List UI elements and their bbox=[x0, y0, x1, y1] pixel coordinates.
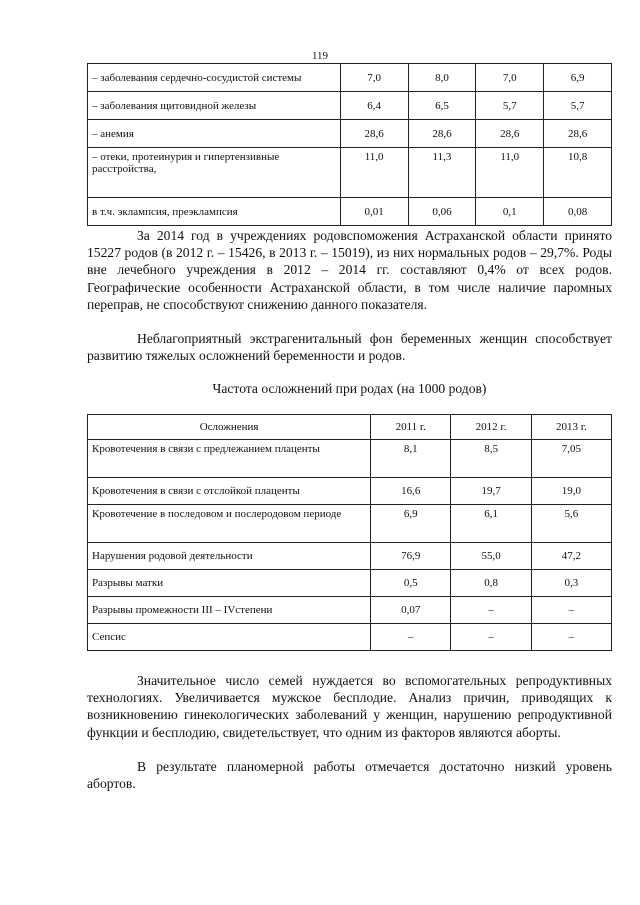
cell-value: 76,9 bbox=[371, 543, 451, 570]
cell-value: – bbox=[371, 624, 451, 651]
cell-value: 28,6 bbox=[476, 120, 544, 148]
cell-value: 19,0 bbox=[531, 478, 611, 505]
cell-value: 7,0 bbox=[340, 64, 408, 92]
cell-value: 5,7 bbox=[476, 92, 544, 120]
row-label: – анемия bbox=[88, 120, 341, 148]
row-label: – заболевания сердечно-сосудистой системы bbox=[88, 64, 341, 92]
paragraph-births bbox=[87, 227, 612, 313]
paragraph-text: Значительное число семей нуждается во вспомогательных репродуктивных технологиях. Увеличивается мужское бесплодие. Анализ причин, приводящих к возникновению гинекологических заболеваний у женщин, нарушению репродуктивной функции и бесплодию, свидетельствует, что одним из факторов являются аборты. bbox=[87, 673, 612, 740]
row-label: Кровотечения в связи с предлежанием плаценты bbox=[88, 440, 371, 478]
column-header: 2012 г. bbox=[451, 415, 531, 440]
row-label: Кровотечения в связи с отслойкой плаценты bbox=[88, 478, 371, 505]
cell-value: 55,0 bbox=[451, 543, 531, 570]
cell-value: 0,06 bbox=[408, 198, 476, 226]
row-label: Нарушения родовой деятельности bbox=[88, 543, 371, 570]
row-label: – отеки, протеинурия и гипертензивные расстройства, bbox=[88, 148, 341, 198]
paragraph-text: В результате планомерной работы отмечается достаточно низкий уровень абортов. bbox=[87, 759, 612, 792]
table-row bbox=[88, 505, 612, 543]
cell-value: 0,3 bbox=[531, 570, 611, 597]
cell-value: 0,01 bbox=[340, 198, 408, 226]
cell-value: 28,6 bbox=[340, 120, 408, 148]
cell-value: 5,7 bbox=[544, 92, 612, 120]
cell-value: 7,05 bbox=[531, 440, 611, 478]
table-row bbox=[88, 92, 612, 120]
cell-value: 6,5 bbox=[408, 92, 476, 120]
paragraph-text: Неблагоприятный экстрагенитальный фон беременных женщин способствует развитию тяжелых осложнений беременности и родов. bbox=[87, 331, 612, 364]
cell-value: 8,0 bbox=[408, 64, 476, 92]
cell-value: 19,7 bbox=[451, 478, 531, 505]
cell-value: 11,3 bbox=[408, 148, 476, 198]
table-row bbox=[88, 543, 612, 570]
column-header: 2011 г. bbox=[371, 415, 451, 440]
paragraph-reproductive bbox=[87, 672, 612, 741]
row-label: Разрывы матки bbox=[88, 570, 371, 597]
cell-value: 47,2 bbox=[531, 543, 611, 570]
cell-value: 16,6 bbox=[371, 478, 451, 505]
table-header-row bbox=[88, 415, 612, 440]
table-row bbox=[88, 148, 612, 198]
paragraph-extragenital bbox=[87, 330, 612, 364]
paragraph-abortions bbox=[87, 758, 612, 792]
row-label: Разрывы промежности III – IVстепени bbox=[88, 597, 371, 624]
morbidity-table bbox=[87, 63, 612, 226]
cell-value: 28,6 bbox=[544, 120, 612, 148]
cell-value: 6,4 bbox=[340, 92, 408, 120]
table-row bbox=[88, 198, 612, 226]
row-label: Кровотечение в последовом и послеродовом периоде bbox=[88, 505, 371, 543]
cell-value: 28,6 bbox=[408, 120, 476, 148]
cell-value: – bbox=[531, 624, 611, 651]
complications-table bbox=[87, 414, 612, 651]
cell-value: 6,1 bbox=[451, 505, 531, 543]
row-label: в т.ч. эклампсия, преэклампсия bbox=[88, 198, 341, 226]
cell-value: 11,0 bbox=[476, 148, 544, 198]
table-row bbox=[88, 624, 612, 651]
row-label: Сепсис bbox=[88, 624, 371, 651]
column-header: Осложнения bbox=[88, 415, 371, 440]
table-row bbox=[88, 478, 612, 505]
cell-value: 6,9 bbox=[371, 505, 451, 543]
cell-value: 8,1 bbox=[371, 440, 451, 478]
cell-value: 8,5 bbox=[451, 440, 531, 478]
cell-value: 0,07 bbox=[371, 597, 451, 624]
cell-value: 0,5 bbox=[371, 570, 451, 597]
table-row bbox=[88, 570, 612, 597]
cell-value: 0,8 bbox=[451, 570, 531, 597]
cell-value: 7,0 bbox=[476, 64, 544, 92]
cell-value: 5,6 bbox=[531, 505, 611, 543]
cell-value: 6,9 bbox=[544, 64, 612, 92]
paragraph-text: За 2014 год в учреждениях родовспоможения Астраханской области принято 15227 родов (в 2012 г. – 15426, в 2013 г. – 15019), из них нормальных родов – 29,7%. Роды вне лечебного учреждения в 2012 – 2014 гг. составляют 0,4% от всех родов. Географические особенности Астраханской области, в том числе наличие паромных переправ, не способствуют снижению данного показателя. bbox=[87, 228, 612, 312]
page-number: 119 bbox=[311, 50, 329, 62]
table-row bbox=[88, 597, 612, 624]
row-label: – заболевания щитовидной железы bbox=[88, 92, 341, 120]
cell-value: – bbox=[451, 624, 531, 651]
cell-value: – bbox=[451, 597, 531, 624]
cell-value: 11,0 bbox=[340, 148, 408, 198]
cell-value: – bbox=[531, 597, 611, 624]
cell-value: 10,8 bbox=[544, 148, 612, 198]
table-row bbox=[88, 120, 612, 148]
table-caption: Частота осложнений при родах (на 1000 родов) bbox=[212, 381, 487, 396]
table-row bbox=[88, 440, 612, 478]
cell-value: 0,1 bbox=[476, 198, 544, 226]
column-header: 2013 г. bbox=[531, 415, 611, 440]
table-row bbox=[88, 64, 612, 92]
cell-value: 0,08 bbox=[544, 198, 612, 226]
